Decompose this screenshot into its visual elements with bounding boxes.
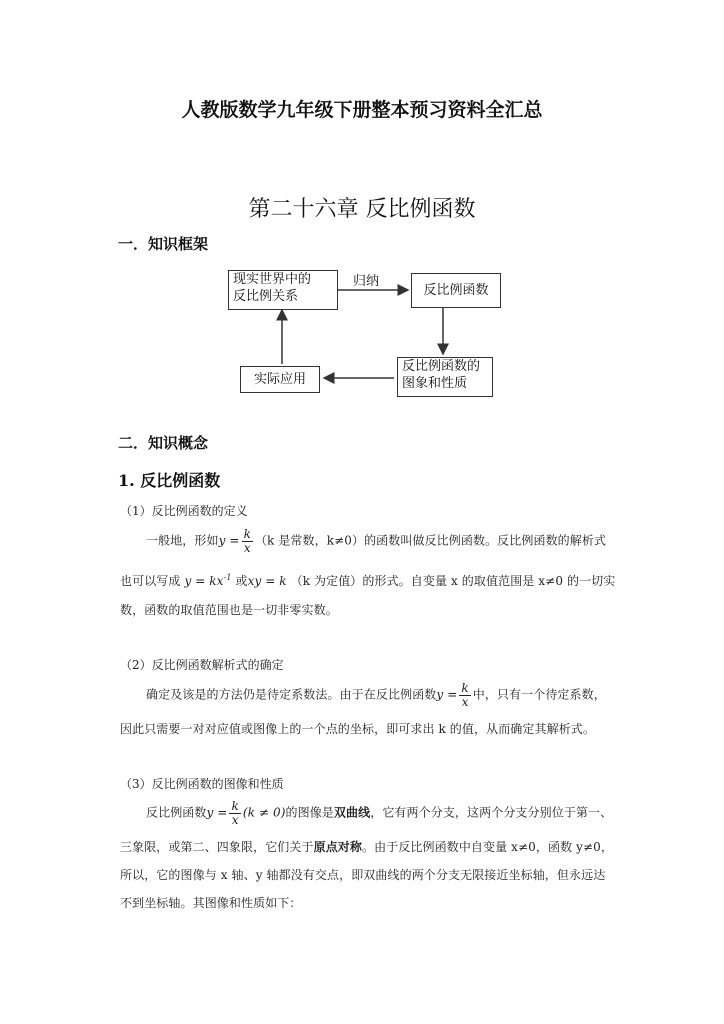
numerator: k [231, 799, 239, 813]
part3-line3: 所以，它的图像与 x 轴、y 轴都没有交点，即双曲线的两个分支无限接近坐标轴，但永远达 [120, 868, 606, 882]
part2-line2: 因此只需要一对对应值或图像上的一个点的坐标，即可求出 k 的值，从而确定其解析式。 [120, 722, 596, 736]
part2-line1 [146, 682, 606, 708]
fraction-k-over-x [459, 682, 470, 708]
section-heading-concepts: 二．知识概念 [118, 434, 209, 452]
text: （k 为定值）的形式。自变量 x 的取值范围是 x≠0 的一切实 [290, 574, 616, 588]
box-inverse-function: 反比例函数 [411, 273, 501, 308]
text: 。由于反比例函数中自变量 x≠0，函数 y≠0， [362, 840, 613, 854]
subsection-heading-inverse-function: 1. 反比例函数 [118, 471, 221, 490]
part3-line4: 不到坐标轴。其图像和性质如下： [120, 896, 302, 910]
part1-heading: （1）反比例函数的定义 [120, 504, 248, 518]
text: 或 [235, 574, 248, 588]
part1-line2 [120, 572, 615, 589]
numerator: k [243, 527, 251, 541]
math-kx: y = kx [184, 574, 224, 588]
text: 的图像是 [285, 805, 334, 820]
box-graph-line2: 图象和性质 [402, 376, 468, 391]
box-real-world-line2: 反比例关系 [233, 289, 299, 304]
fraction-k-over-x [229, 800, 240, 826]
part3-line2 [120, 838, 613, 855]
fraction-k-over-x [242, 528, 253, 554]
superscript: -1 [223, 573, 232, 582]
denominator: x [243, 540, 251, 555]
math-y: y = [218, 533, 240, 548]
text: 三象限，或第二、四象限，它们关于 [120, 840, 314, 854]
text: 也可以写成 [120, 574, 181, 588]
box-application: 实际应用 [240, 366, 320, 393]
knowledge-framework-diagram [0, 0, 724, 420]
part2-heading: （2）反比例函数解析式的确定 [120, 658, 284, 672]
denominator: x [231, 812, 239, 827]
diagram-arrows [0, 0, 724, 420]
math-y: y = [436, 687, 458, 702]
document-title: 人教版数学九年级下册整本预习资料全汇总 [181, 99, 543, 121]
denominator: x [461, 694, 469, 709]
box-graph-line1: 反比例函数的 [402, 359, 481, 374]
part3-line1 [146, 800, 612, 826]
box-real-world [228, 270, 338, 310]
text: （k 是常数，k≠0）的函数叫做反比例函数。反比例函数的解析式 [254, 533, 607, 548]
bold-hyperbola: 双曲线 [333, 805, 371, 820]
chapter-title: 第二十六章 反比例函数 [248, 197, 476, 222]
numerator: k [461, 681, 469, 695]
arrow-label-induce: 归纳 [353, 274, 380, 289]
text: 一般地，形如 [146, 533, 219, 548]
text: 中，只有一个待定系数， [472, 687, 606, 702]
part1-line1 [146, 528, 606, 554]
text: ，它有两个分支，这两个分支分别位于第一、 [370, 805, 613, 820]
part3-heading: （3）反比例函数的图像和性质 [120, 777, 284, 791]
math-xy: xy = k [247, 574, 287, 588]
math-y: y = [206, 805, 228, 820]
text: 确定及该是的方法仍是待定系数法。由于在反比例函数 [146, 687, 437, 702]
math-condition: (k ≠ 0) [242, 805, 286, 820]
box-graph-properties [397, 357, 493, 397]
section-heading-framework: 一．知识框架 [118, 235, 209, 253]
box-real-world-line1: 现实世界中的 [233, 272, 312, 287]
part1-line3: 数，函数的取值范围也是一切非零实数。 [120, 603, 338, 617]
bold-origin-symmetry: 原点对称 [313, 840, 363, 854]
text: 反比例函数 [146, 805, 207, 820]
